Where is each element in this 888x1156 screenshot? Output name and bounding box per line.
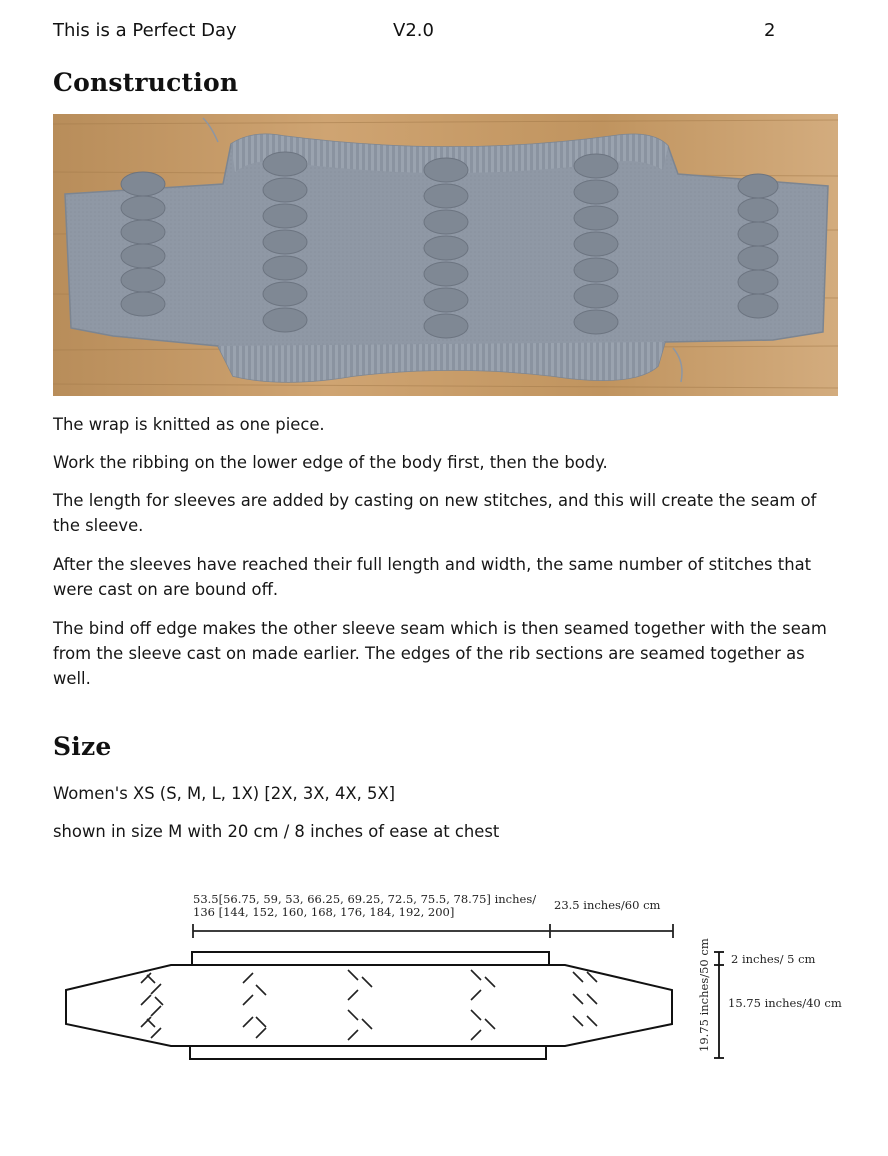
sleeve-length-label: 23.5 inches/60 cm bbox=[554, 898, 661, 912]
width-label-line1: 53.5[56.75, 59, 53, 66.25, 69.25, 72.5, 75.5, 78.75] inches/ bbox=[193, 892, 537, 906]
size-schematic bbox=[53, 880, 843, 1070]
width-dimension-line bbox=[193, 924, 673, 938]
construction-paragraph-5: The bind off edge makes the other sleeve seam which is then seamed together with the seam from the sleeve cast on made earlier. The edges of the rib sections are seamed together as well. bbox=[53, 619, 827, 688]
construction-paragraph-3: The length for sleeves are added by casting on new stitches, and this will create the seam of the sleeve. bbox=[53, 491, 817, 535]
document-version: V2.0 bbox=[393, 20, 434, 41]
construction-paragraph-1: The wrap is knitted as one piece. bbox=[53, 415, 325, 434]
construction-paragraph-4: After the sleeves have reached their full length and width, the same number of stitches that were cast on are bound off. bbox=[53, 555, 812, 599]
page-number: 2 bbox=[764, 20, 776, 41]
height-dimension-line bbox=[714, 952, 724, 1058]
page-header bbox=[53, 20, 783, 44]
rib-height-label: 2 inches/ 5 cm bbox=[731, 952, 816, 966]
construction-heading: Construction bbox=[53, 68, 239, 97]
size-shown: shown in size M with 20 cm / 8 inches of ease at chest bbox=[53, 822, 500, 841]
size-heading: Size bbox=[53, 732, 112, 761]
height-label: 19.75 inches/50 cm bbox=[697, 938, 711, 1052]
size-range: Women's XS (S, M, L, 1X) [2X, 3X, 4X, 5X] bbox=[53, 784, 396, 803]
body-height-label: 15.75 inches/40 cm bbox=[728, 996, 842, 1010]
knitted-wrap-photo bbox=[53, 114, 838, 396]
width-label-line2: 136 [144, 152, 160, 168, 176, 184, 192, 200] bbox=[193, 905, 455, 919]
document-title: This is a Perfect Day bbox=[53, 20, 237, 41]
wrap-outline bbox=[66, 952, 672, 1059]
construction-paragraph-2: Work the ribbing on the lower edge of the body first, then the body. bbox=[53, 453, 608, 472]
